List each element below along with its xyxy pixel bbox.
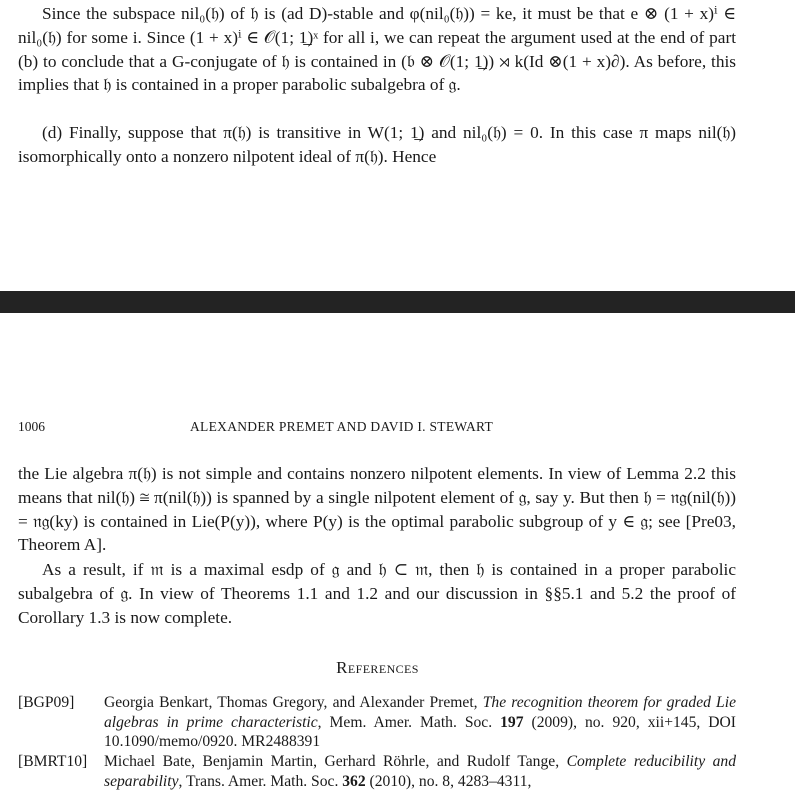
- reference-journal: , Mem. Amer. Math. Soc.: [317, 713, 501, 731]
- bottom-paragraph-1: the Lie algebra π(𝔥) is not simple and contains nonzero nilpotent elements. In view of Lemma 2.2 this means that nil(𝔥) ≅ π(nil(𝔥)) is spanned by a single nilpotent element of 𝔤, say y. But then 𝔥 = 𝔫𝔤(nil(𝔥)) = 𝔫𝔤(ky) is contained in Lie(P(y)), where P(y) is the optimal parabolic subgroup of y ∈ 𝔤; see [Pre03, Theorem A].: [18, 464, 736, 555]
- reference-body: [104, 693, 736, 752]
- references-heading: References: [336, 658, 419, 677]
- reference-details: (2010), no. 8, 4283–4311,: [365, 772, 532, 790]
- reference-volume: 362: [342, 772, 366, 790]
- reference-body: [104, 752, 736, 791]
- top-paragraph-1: Since the subspace nil₀(𝔥) of 𝔥 is (ad D)-stable and φ(nil₀(𝔥)) = ke, it must be that e ⊗ (1 + x)ⁱ ∈ nil₀(𝔥) for some i. Since (1 + x)ⁱ ∈ 𝒪(1; 1̲)ˣ for all i, we can repeat the argument used at the end of part (b) to conclude that a G-conjugate of 𝔥 is contained in (𝔟 ⊗ 𝒪(1; 1̲)) ⋊ k(Id ⊗(1 + x)∂). As before, this implies that 𝔥 is contained in a proper parabolic subalgebra of 𝔤.: [18, 4, 736, 95]
- running-head-authors: ALEXANDER PREMET AND DAVID I. STEWART: [190, 419, 494, 434]
- reference-key: [BMRT10]: [18, 753, 88, 770]
- reference-details: (2009), no. 920, xii+145, DOI 10.1090/memo/0920. MR2488391: [104, 713, 736, 751]
- reference-key: [BGP09]: [18, 694, 75, 711]
- top-paragraph-2: (d) Finally, suppose that π(𝔥) is transitive in W(1; 1̲) and nil₀(𝔥) = 0. In this case π maps nil(𝔥) isomorphically onto a nonzero nilpotent ideal of π(𝔥). Hence: [18, 123, 736, 166]
- reference-title: The recognition theorem for graded Lie algebras in prime characteristic: [104, 694, 736, 731]
- page-break-divider: [0, 291, 795, 313]
- reference-bmrt10: [18, 752, 736, 791]
- reference-bgp09: [18, 693, 736, 752]
- reference-volume: 197: [500, 713, 524, 731]
- bottom-paragraph-2: As a result, if 𝔪 is a maximal esdp of 𝔤 and 𝔥 ⊂ 𝔪, then 𝔥 is contained in a proper parabolic subalgebra of 𝔤. In view of Theorems 1.1 and 1.2 and our discussion in §§5.1 and 5.2 the proof of Corollary 1.3 is now complete.: [18, 560, 736, 627]
- reference-authors: Michael Bate, Benjamin Martin, Gerhard Röhrle, and Rudolf Tange,: [104, 753, 567, 770]
- reference-journal: , Trans. Amer. Math. Soc.: [178, 772, 343, 790]
- reference-authors: Georgia Benkart, Thomas Gregory, and Alexander Premet,: [104, 694, 483, 711]
- reference-title: Complete reducibility and separability: [104, 753, 736, 790]
- page-number: 1006: [18, 419, 45, 434]
- running-head: [18, 419, 736, 437]
